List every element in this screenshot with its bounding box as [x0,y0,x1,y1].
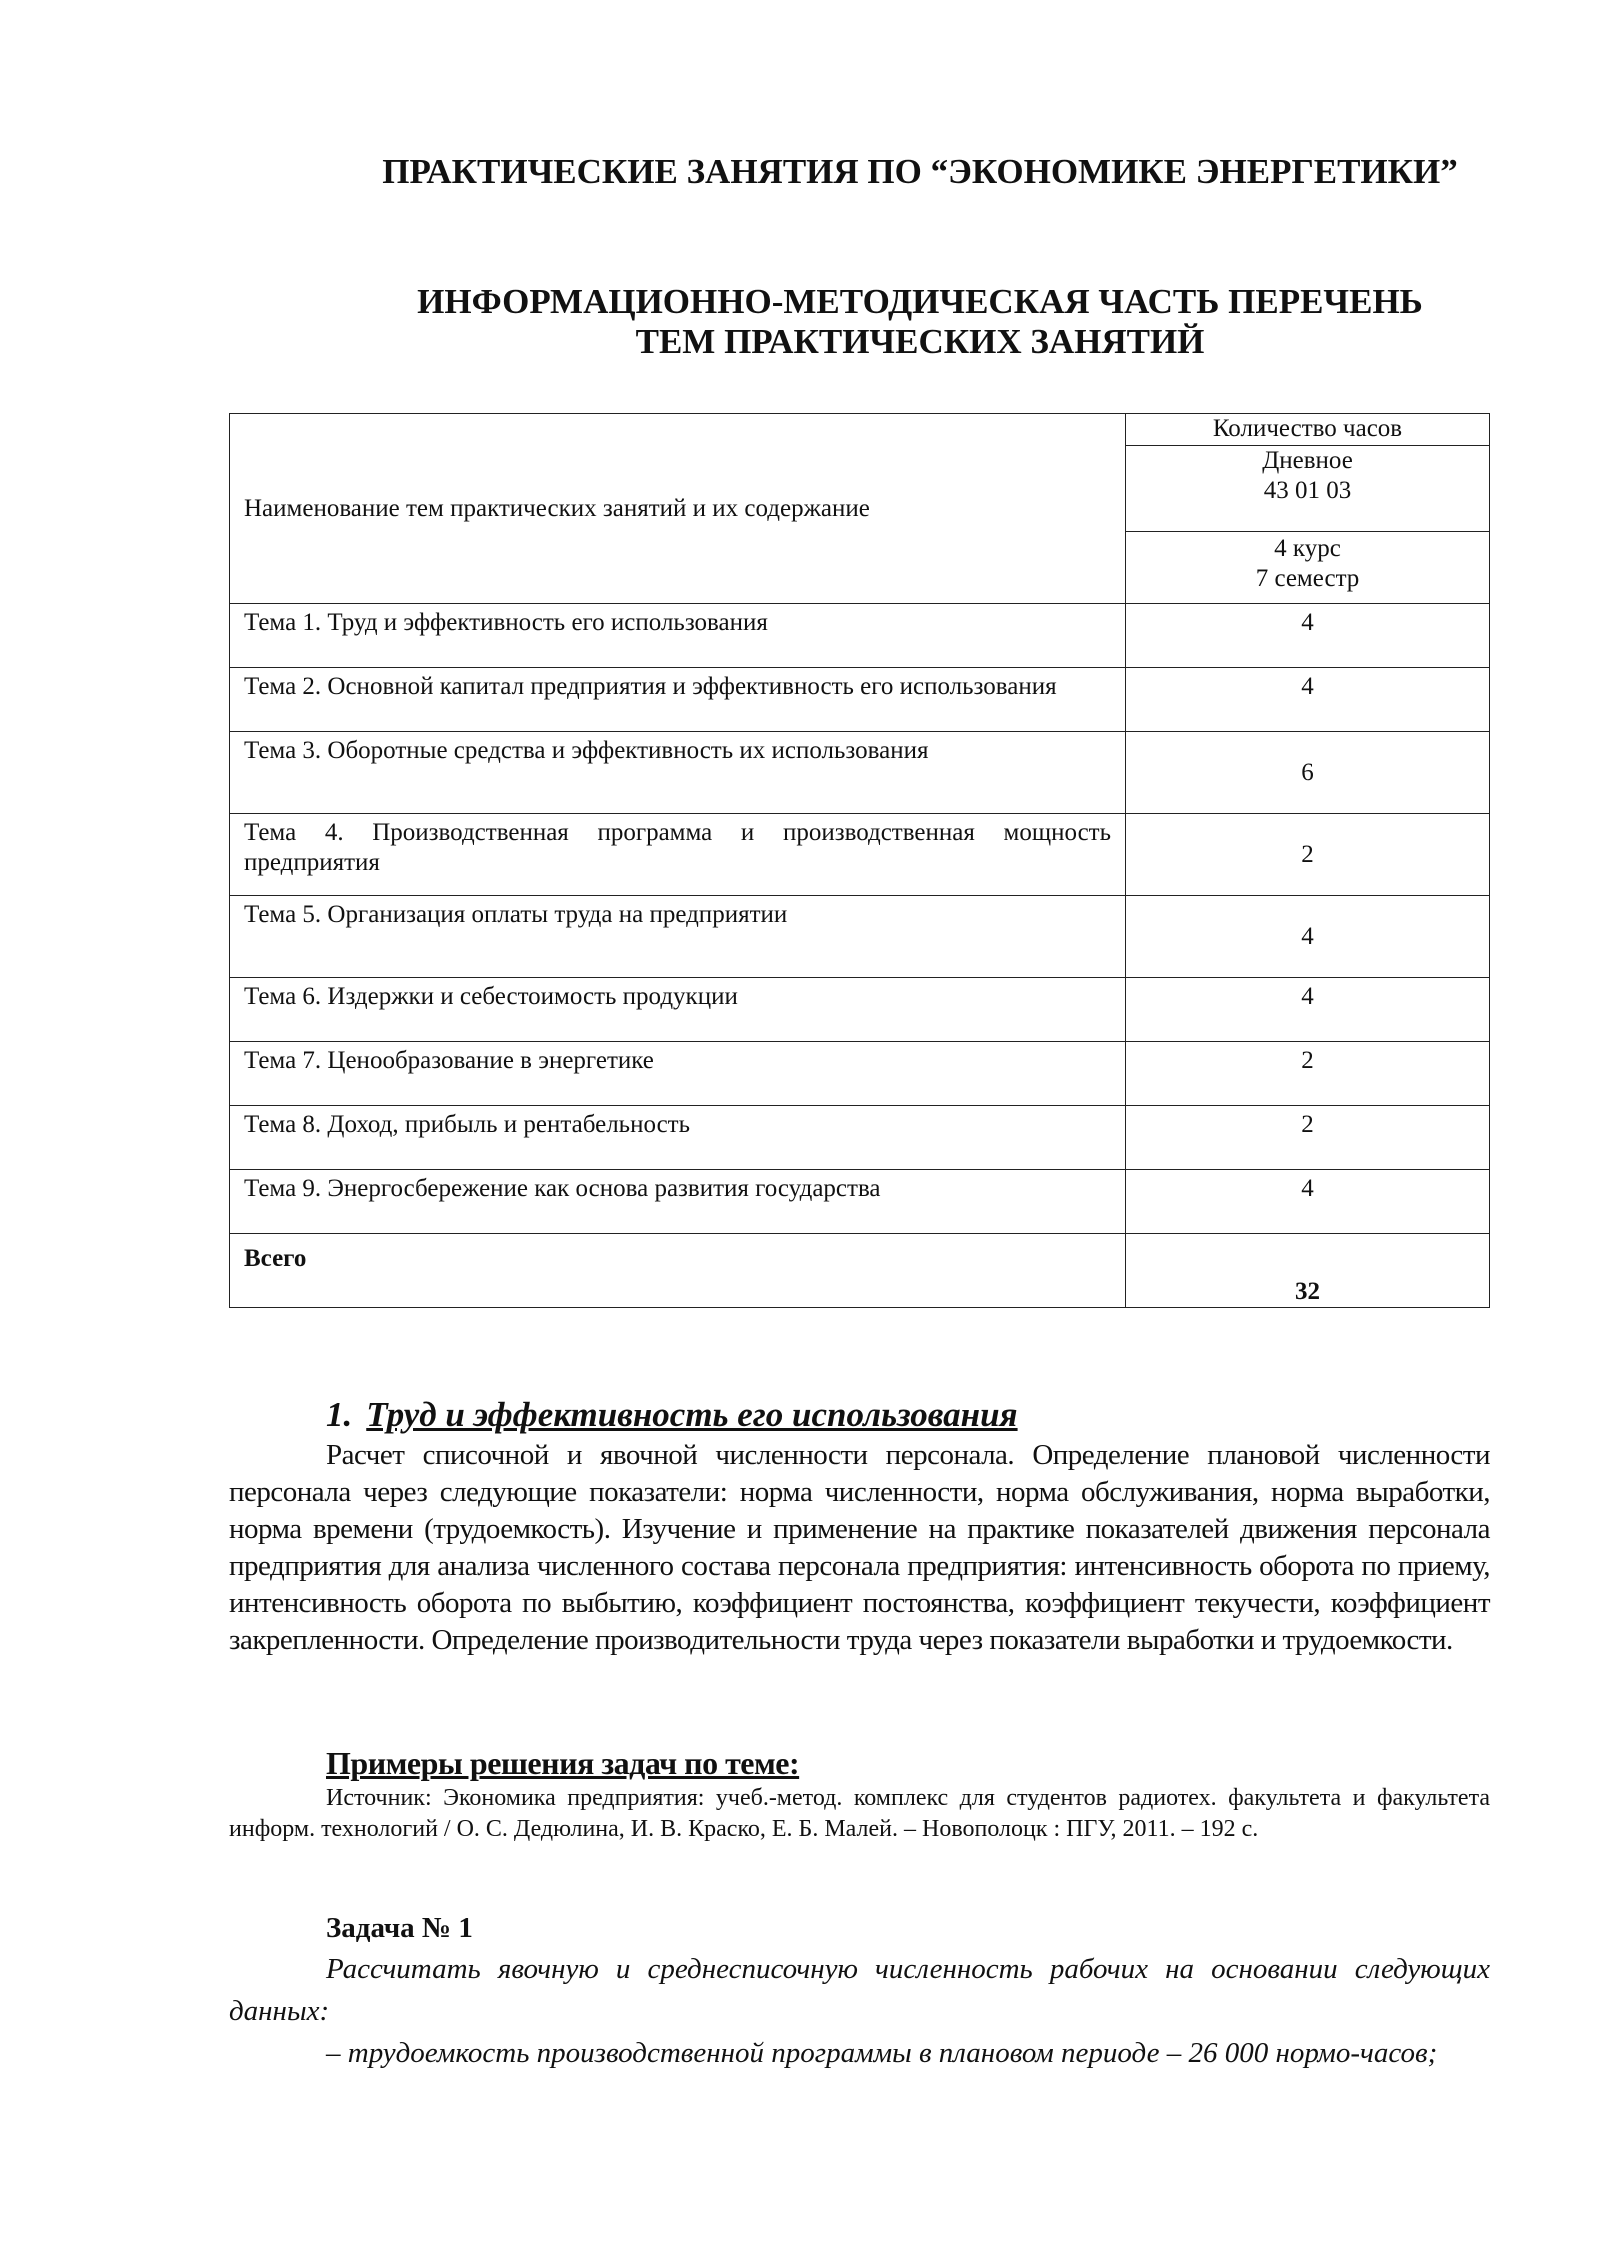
document-subtitle: ИНФОРМАЦИОННО-МЕТОДИЧЕСКАЯ ЧАСТЬ ПЕРЕЧЕНЬ ТЕМ ПРАКТИЧЕСКИХ ЗАНЯТИЙ [417,282,1423,361]
hours-cell: 6 [1126,732,1490,814]
hours-cell: 4 [1126,896,1490,978]
hours-cell: 2 [1126,1042,1490,1106]
table-total-row [230,1234,1490,1308]
topic-cell: Тема 8. Доход, прибыль и рентабельность [230,1106,1126,1170]
table-row [230,732,1490,814]
section-1-number: 1. [326,1395,353,1434]
examples-heading: Примеры решения задач по теме: [326,1745,800,1781]
section-1 [229,1393,1490,1659]
table-header-form-label: Дневное [1262,447,1353,474]
table-row [230,604,1490,668]
table-header-semester: 7 семестр [1255,565,1360,592]
table-row [230,978,1490,1042]
section-1-paragraph: Расчет списочной и явочной численности персонала. Определение плановой численности персонала через следующие показатели: норма численности, норма обслуживания, норма выработки, норма времени (трудоемкость). Изучение и применение на практике показателей движения персонала предприятия для анализа численного состава персонала предприятия: интенсивность оборота по приему, интенсивность оборота по выбытию, коэффициент постоянства, коэффициент текучести, коэффициент закрепленности. Определение производительности труда через показатели выработки и трудоемкости. [229,1439,1490,1656]
table-row [230,1170,1490,1234]
topic-cell: Тема 9. Энергосбережение как основа развития государства [230,1170,1126,1234]
table-row [230,668,1490,732]
hours-cell: 4 [1126,1170,1490,1234]
topic-cell: Тема 2. Основной капитал предприятия и эффективность его использования [230,668,1126,732]
topic-cell: Тема 4. Производственная программа и производственная мощность предприятия [230,814,1126,896]
examples-block [229,1743,1490,1845]
total-label: Всего [230,1234,1126,1308]
document-title: ПРАКТИЧЕСКИЕ ЗАНЯТИЯ ПО “ЭКОНОМИКЕ ЭНЕРГЕТИКИ” [382,152,1458,191]
task-1-text: Рассчитать явочную и среднесписочную численность рабочих на основании следующих данных: [229,1953,1490,2027]
topic-cell: Тема 7. Ценообразование в энергетике [230,1042,1126,1106]
table-header-code: 43 01 03 [1263,477,1352,504]
topic-cell: Тема 1. Труд и эффективность его использования [230,604,1126,668]
table-row [230,896,1490,978]
topic-cell: Тема 5. Организация оплаты труда на предприятии [230,896,1126,978]
table-row [230,814,1490,896]
topics-table [229,413,1490,1308]
hours-cell: 4 [1126,668,1490,732]
topic-cell: Тема 3. Оборотные средства и эффективность их использования [230,732,1126,814]
table-header-hours: Количество часов [1126,414,1490,446]
task-1-title: Задача № 1 [326,1912,473,1944]
table-header-name: Наименование тем практических занятий и их содержание [230,414,1126,604]
table-header-course-label: 4 курс [1274,535,1341,562]
table-header-form [1126,446,1490,532]
table-header-course [1126,532,1490,604]
hours-cell: 2 [1126,814,1490,896]
task-1 [229,1908,1490,2074]
section-1-title: Труд и эффективность его использования [366,1395,1018,1434]
table-row [230,1042,1490,1106]
hours-cell: 4 [1126,604,1490,668]
hours-cell: 4 [1126,978,1490,1042]
table-row [230,1106,1490,1170]
task-1-item: – трудоемкость производственной программы в плановом периоде – 26 000 нормо-часов; [326,2037,1438,2069]
examples-source: Источник: Экономика предприятия: учеб.-метод. комплекс для студентов радиотех. факультета и факультета информ. технологий / О. С. Дедюлина, И. В. Краско, Е. Б. Малей. – Новополоцк : ПГУ, 2011. – 192 с. [229,1785,1490,1842]
topic-cell: Тема 6. Издержки и себестоимость продукции [230,978,1126,1042]
hours-cell: 2 [1126,1106,1490,1170]
total-value: 32 [1126,1234,1490,1308]
section-1-heading [326,1393,1490,1437]
